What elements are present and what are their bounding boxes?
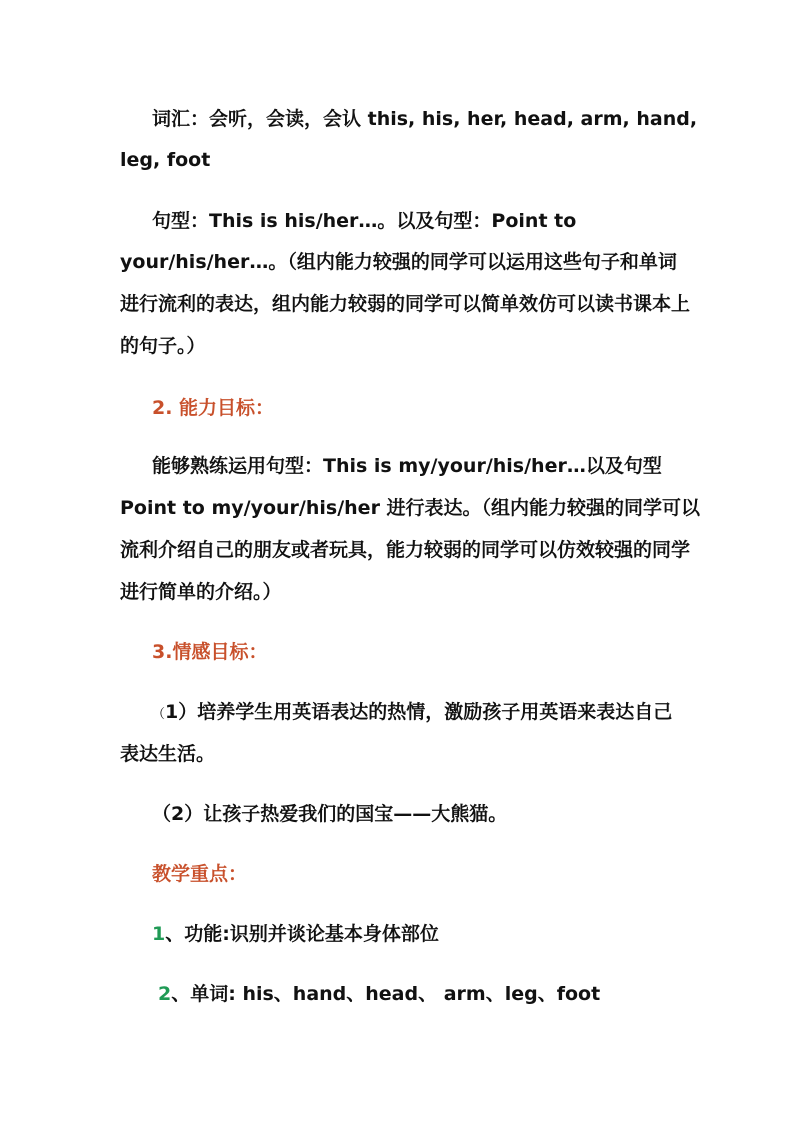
emotion-heading: 3.情感目标： — [152, 641, 268, 663]
key-point-2 — [158, 982, 728, 1006]
key-point-1-number: 1 — [152, 923, 166, 945]
key-points-heading: 教学重点： — [152, 863, 248, 885]
ability-line-3: 流利介绍自己的朋友或者玩具，能力较弱的同学可以仿效较强的同学 — [120, 539, 691, 561]
vocab-line-2: leg, foot — [120, 149, 211, 171]
sentence-line-2: your/his/her…。（组内能力较强的同学可以运用这些句子和单词 — [120, 251, 677, 273]
ability-line-2: Point to my/your/his/her 进行表达。（组内能力较强的同学可以 — [120, 497, 701, 519]
key-point-1-text: 、功能:识别并谈论基本身体部位 — [165, 923, 439, 945]
key-point-1 — [152, 922, 722, 946]
sentence-line-3: 进行流利的表达，组内能力较弱的同学可以简单效仿可以读书课本上 — [120, 293, 691, 315]
key-point-2-text: 、单词: his、hand、head、 arm、leg、foot — [171, 983, 601, 1005]
emotion-item-2: （2）让孩子热爱我们的国宝——大熊猫。 — [152, 803, 508, 825]
sentence-line-4: 的句子。） — [120, 335, 206, 357]
key-point-2-number: 2 — [158, 983, 172, 1005]
emotion-item-1-line-2: 表达生活。 — [120, 743, 216, 765]
emotion-item-1-text: 1）培养学生用英语表达的热情，激励孩子用英语来表达自己 — [165, 701, 673, 723]
emotion-item-1-line-1 — [152, 700, 722, 727]
vocab-line-1: 词汇：会听，会读，会认 this, his, her, head, arm, hand, — [152, 108, 698, 130]
ability-line-4: 进行简单的介绍。） — [120, 581, 282, 603]
ability-line-1: 能够熟练运用句型：This is my/your/his/her…以及句型 — [152, 455, 662, 477]
sentence-line-1: 句型：This is his/her…。以及句型：Point to — [152, 210, 577, 232]
ability-heading: 2. 能力目标： — [152, 397, 275, 419]
emotion-item-1-paren: （ — [152, 707, 166, 722]
